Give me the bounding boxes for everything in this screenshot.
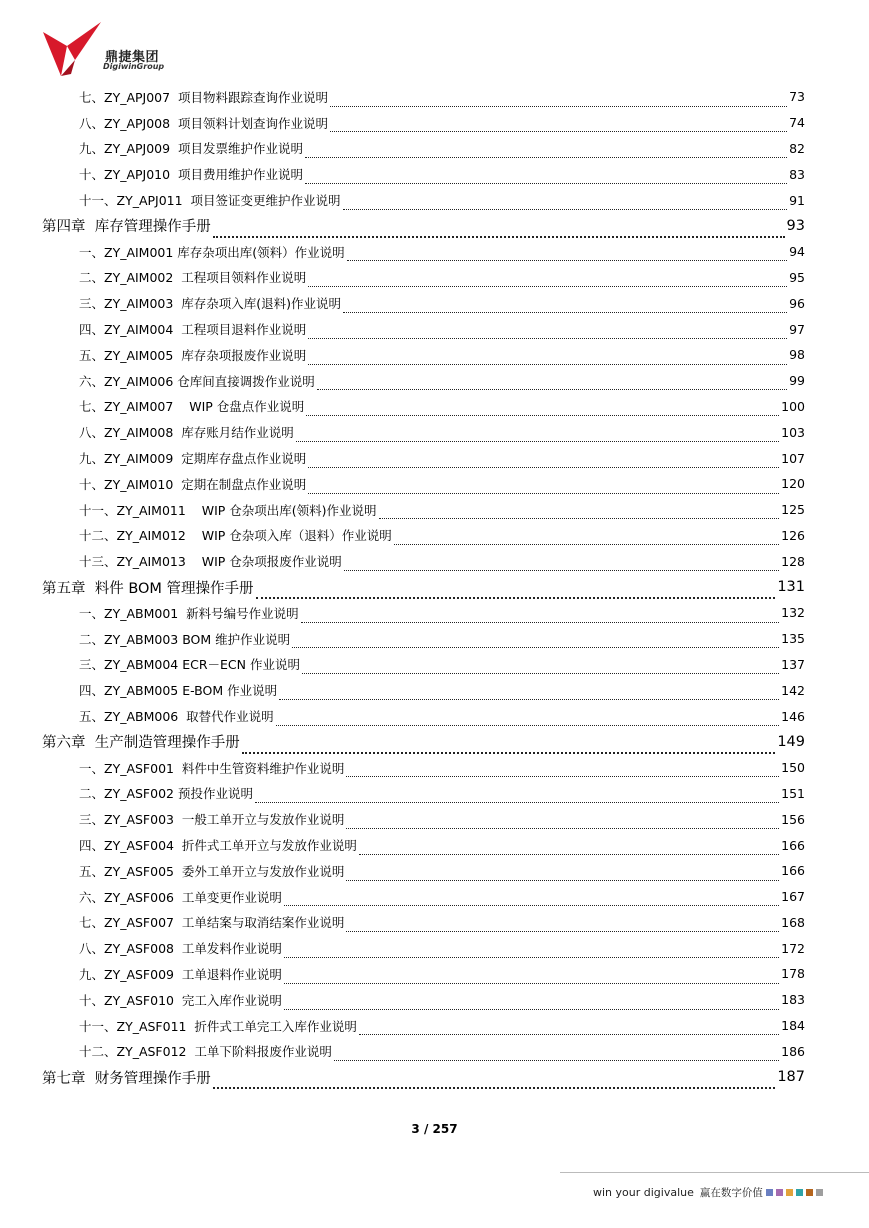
brand-color-square (766, 1189, 773, 1196)
toc-entry-page: 186 (781, 1043, 805, 1059)
toc-dot-leader (284, 970, 779, 984)
toc-dot-leader (276, 712, 779, 726)
toc-entry-page: 96 (789, 295, 805, 311)
toc-entry-title: 九、ZY_ASF009 工单退料作业说明 (79, 966, 282, 982)
toc-section-entry[interactable] (0, 884, 869, 910)
toc-entry-title: 十、ZY_APJ010 项目费用维护作业说明 (79, 167, 304, 183)
toc-section-entry[interactable] (0, 445, 869, 471)
toc-dot-leader (306, 403, 779, 417)
toc-section-entry[interactable] (0, 290, 869, 316)
toc-entry-title: 七、ZY_APJ007 项目物料跟踪查询作业说明 (79, 89, 329, 105)
toc-section-entry[interactable] (0, 677, 869, 703)
toc-entry-page: 126 (781, 527, 805, 543)
toc-dot-leader (317, 377, 787, 391)
toc-entry-page: 95 (789, 269, 805, 285)
toc-dot-leader (359, 841, 779, 855)
toc-dot-leader (305, 171, 787, 185)
toc-section-entry[interactable] (0, 368, 869, 394)
toc-entry-title: 三、ZY_ABM004 ECR－ECN 作业说明 (79, 657, 300, 673)
toc-entry-title: 三、ZY_AIM003 库存杂项入库(退料)作业说明 (79, 296, 342, 312)
toc-entry-page: 184 (781, 1018, 805, 1034)
toc-dot-leader (308, 480, 779, 494)
toc-entry-title: 十二、ZY_ASF012 工单下阶料报废作业说明 (79, 1044, 332, 1060)
toc-entry-page: 146 (781, 708, 805, 724)
toc-section-entry[interactable] (0, 471, 869, 497)
toc-entry-page: 107 (781, 450, 805, 466)
toc-section-entry[interactable] (0, 1013, 869, 1039)
toc-dot-leader (346, 764, 779, 778)
toc-section-entry[interactable] (0, 781, 869, 807)
toc-entry-page: 91 (789, 192, 805, 208)
toc-section-entry[interactable] (0, 1038, 869, 1064)
toc-dot-leader (343, 300, 787, 314)
toc-entry-title: 第六章 生产制造管理操作手册 (42, 735, 240, 752)
toc-entry-title: 十一、ZY_APJ011 项目签证变更维护作业说明 (79, 193, 341, 209)
toc-chapter-entry[interactable] (0, 213, 869, 239)
toc-dot-leader (346, 919, 779, 933)
toc-dot-leader (330, 93, 787, 107)
toc-entry-page: 82 (789, 140, 805, 156)
toc-entry-page: 168 (781, 914, 805, 930)
toc-dot-leader (296, 429, 779, 443)
toc-entry-title: 六、ZY_AIM006 仓库间直接调拨作业说明 (79, 373, 315, 389)
toc-entry-page: 172 (781, 940, 805, 956)
toc-section-entry[interactable] (0, 935, 869, 961)
toc-entry-page: 135 (781, 631, 805, 647)
toc-dot-leader (242, 738, 776, 755)
toc-dot-leader (308, 274, 787, 288)
toc-entry-title: 五、ZY_ABM006 取替代作业说明 (79, 709, 274, 725)
toc-entry-page: 131 (777, 579, 805, 596)
toc-dot-leader (301, 609, 779, 623)
toc-chapter-entry[interactable] (0, 574, 869, 600)
toc-section-entry[interactable] (0, 110, 869, 136)
toc-section-entry[interactable] (0, 187, 869, 213)
toc-section-entry[interactable] (0, 910, 869, 936)
brand-color-square (776, 1189, 783, 1196)
brand-color-squares (763, 1186, 823, 1199)
toc-dot-leader (346, 867, 779, 881)
toc-dot-leader (284, 893, 779, 907)
toc-entry-page: 132 (781, 605, 805, 621)
toc-entry-title: 第四章 库存管理操作手册 (42, 219, 211, 236)
toc-chapter-entry[interactable] (0, 729, 869, 755)
toc-entry-title: 一、ZY_ASF001 料件中生管资料维护作业说明 (79, 760, 345, 776)
toc-entry-title: 十三、ZY_AIM013 WIP 仓杂项报废作业说明 (79, 554, 342, 570)
toc-entry-title: 七、ZY_AIM007 WIP 仓盘点作业说明 (79, 399, 305, 415)
toc-section-entry[interactable] (0, 265, 869, 291)
toc-section-entry[interactable] (0, 523, 869, 549)
toc-section-entry[interactable] (0, 806, 869, 832)
toc-section-entry[interactable] (0, 394, 869, 420)
footer-slogan-en: win your digivalue (593, 1185, 694, 1199)
footer (593, 1183, 823, 1201)
toc-entry-title: 四、ZY_ASF004 折件式工单开立与发放作业说明 (79, 838, 357, 853)
toc-entry-title: 十二、ZY_AIM012 WIP 仓杂项入库（退料）作业说明 (79, 528, 392, 544)
toc-dot-leader (308, 454, 779, 468)
toc-entry-page: 97 (789, 321, 805, 337)
toc-section-entry[interactable] (0, 858, 869, 884)
toc-entry-title: 二、ZY_ASF002 预投作业说明 (79, 786, 253, 802)
toc-section-entry[interactable] (0, 961, 869, 987)
toc-dot-leader (359, 1022, 779, 1036)
toc-section-entry[interactable] (0, 136, 869, 162)
logo-cn-text: 鼎捷集团 (105, 50, 160, 65)
toc-dot-leader (347, 248, 787, 262)
toc-chapter-entry[interactable] (0, 1064, 869, 1090)
toc-section-entry[interactable] (0, 832, 869, 858)
toc-dot-leader (213, 222, 785, 239)
toc-dot-leader (256, 583, 776, 600)
toc-entry-page: 178 (781, 966, 805, 982)
toc-section-entry[interactable] (0, 342, 869, 368)
toc-entry-page: 150 (781, 760, 805, 776)
toc-dot-leader (346, 815, 779, 829)
toc-entry-title: 七、ZY_ASF007 工单结案与取消结案作业说明 (79, 915, 345, 931)
toc-entry-title: 五、ZY_ASF005 委外工单开立与发放作业说明 (79, 863, 345, 879)
toc-entry-page: 100 (781, 398, 805, 414)
toc-section-entry[interactable] (0, 497, 869, 523)
toc-dot-leader (302, 661, 779, 675)
brand-color-square (806, 1189, 813, 1196)
toc-entry-title: 一、ZY_ABM001 新料号编号作业说明 (79, 605, 299, 621)
toc-entry-title: 八、ZY_ASF008 工单发料作业说明 (79, 941, 282, 957)
toc-entry-page: 183 (781, 992, 805, 1008)
toc-dot-leader (255, 790, 779, 804)
toc-section-entry[interactable] (0, 161, 869, 187)
toc-entry-page: 125 (781, 502, 805, 518)
brand-color-square (816, 1189, 823, 1196)
toc-section-entry[interactable] (0, 548, 869, 574)
toc-section-entry[interactable] (0, 755, 869, 781)
digiwin-logo-icon (41, 20, 103, 78)
toc-entry-page: 99 (789, 373, 805, 389)
toc-entry-page: 83 (789, 166, 805, 182)
toc-entry-page: 103 (781, 424, 805, 440)
toc-entry-title: 九、ZY_AIM009 定期库存盘点作业说明 (79, 451, 307, 467)
table-of-contents (0, 84, 869, 1090)
toc-entry-title: 四、ZY_AIM004 工程项目退料作业说明 (79, 322, 307, 338)
toc-entry-page: 187 (777, 1069, 805, 1086)
toc-entry-title: 十、ZY_ASF010 完工入库作业说明 (79, 992, 282, 1008)
footer-divider (560, 1172, 869, 1173)
toc-entry-title: 十一、ZY_AIM011 WIP 仓杂项出库(领料)作业说明 (79, 502, 377, 518)
toc-entry-page: 156 (781, 811, 805, 827)
toc-entry-page: 120 (781, 476, 805, 492)
toc-entry-page: 167 (781, 889, 805, 905)
toc-dot-leader (308, 325, 787, 339)
toc-entry-title: 二、ZY_ABM003 BOM 维护作业说明 (79, 631, 291, 647)
toc-entry-page: 166 (781, 837, 805, 853)
toc-section-entry[interactable] (0, 316, 869, 342)
toc-dot-leader (213, 1073, 776, 1090)
toc-dot-leader (330, 119, 787, 133)
company-logo (41, 20, 171, 82)
toc-section-entry[interactable] (0, 239, 869, 265)
toc-dot-leader (394, 532, 779, 546)
toc-section-entry[interactable] (0, 600, 869, 626)
toc-entry-page: 151 (781, 785, 805, 801)
logo-en-text: DigiwinGroup (103, 62, 165, 71)
toc-dot-leader (292, 635, 779, 649)
toc-section-entry[interactable] (0, 652, 869, 678)
toc-entry-title: 九、ZY_APJ009 项目发票维护作业说明 (79, 141, 304, 157)
toc-entry-page: 74 (789, 115, 805, 131)
toc-entry-title: 第五章 料件 BOM 管理操作手册 (42, 580, 254, 597)
toc-entry-page: 98 (789, 347, 805, 363)
toc-entry-title: 六、ZY_ASF006 工单变更作业说明 (79, 889, 282, 905)
toc-entry-page: 128 (781, 553, 805, 569)
toc-entry-title: 第七章 财务管理操作手册 (42, 1070, 211, 1087)
toc-entry-title: 十一、ZY_ASF011 折件式工单完工入库作业说明 (79, 1018, 357, 1034)
toc-entry-title: 八、ZY_APJ008 项目领料计划查询作业说明 (79, 115, 329, 131)
toc-entry-title: 一、ZY_AIM001 库存杂项出库(领料）作业说明 (79, 244, 345, 260)
toc-section-entry[interactable] (0, 703, 869, 729)
toc-section-entry[interactable] (0, 84, 869, 110)
brand-color-square (796, 1189, 803, 1196)
toc-entry-page: 149 (777, 733, 805, 750)
toc-entry-page: 137 (781, 656, 805, 672)
toc-dot-leader (308, 351, 787, 365)
toc-section-entry[interactable] (0, 987, 869, 1013)
toc-section-entry[interactable] (0, 626, 869, 652)
toc-entry-title: 八、ZY_AIM008 库存账月结作业说明 (79, 425, 294, 441)
toc-entry-title: 十、ZY_AIM010 定期在制盘点作业说明 (79, 476, 307, 492)
toc-entry-page: 166 (781, 863, 805, 879)
toc-dot-leader (284, 996, 779, 1010)
toc-entry-page: 94 (789, 244, 805, 260)
toc-entry-page: 93 (786, 217, 805, 234)
toc-section-entry[interactable] (0, 419, 869, 445)
toc-entry-page: 142 (781, 682, 805, 698)
toc-entry-title: 五、ZY_AIM005 库存杂项报废作业说明 (79, 347, 307, 363)
toc-dot-leader (284, 944, 779, 958)
footer-slogan-cn: 赢在数字价值 (699, 1186, 763, 1199)
toc-dot-leader (305, 145, 787, 159)
toc-dot-leader (344, 557, 779, 571)
toc-entry-title: 四、ZY_ABM005 E-BOM 作业说明 (79, 683, 278, 699)
toc-dot-leader (334, 1048, 779, 1062)
toc-dot-leader (343, 196, 788, 210)
page-number: 3 / 257 (411, 1122, 458, 1136)
toc-dot-leader (379, 506, 780, 520)
toc-dot-leader (279, 686, 779, 700)
toc-entry-page: 73 (789, 89, 805, 105)
toc-entry-title: 二、ZY_AIM002 工程项目领料作业说明 (79, 270, 307, 286)
brand-color-square (786, 1189, 793, 1196)
toc-entry-title: 三、ZY_ASF003 一般工单开立与发放作业说明 (79, 812, 345, 828)
